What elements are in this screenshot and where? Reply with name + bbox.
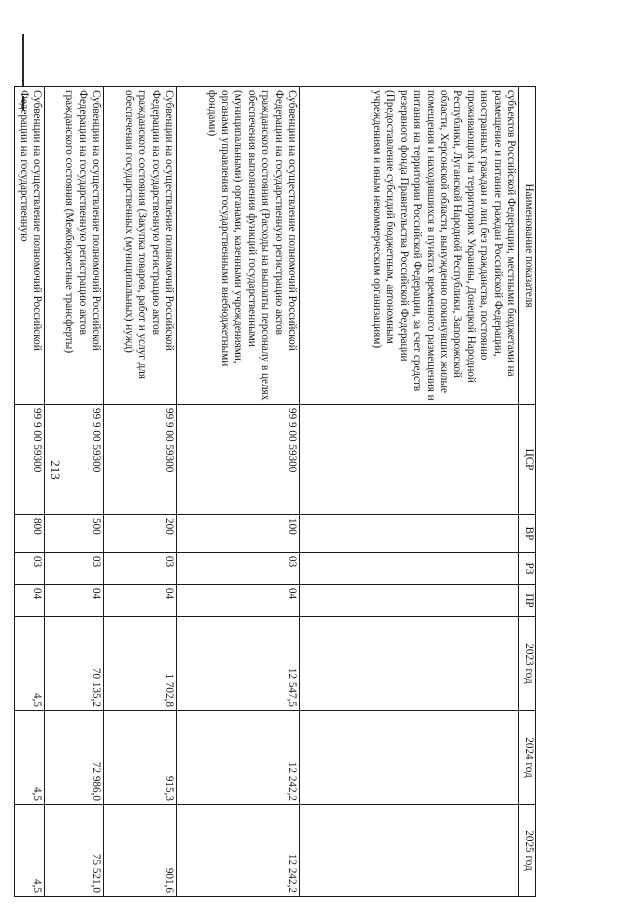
row-name: Субвенции на осуществление полномочий Российской Федерации на государственную bbox=[15, 87, 45, 405]
header-2024: 2024 год bbox=[519, 711, 536, 805]
row-2024: 12 242,2 bbox=[177, 711, 300, 805]
header-2023: 2023 год bbox=[519, 617, 536, 711]
row-vr: 200 bbox=[104, 515, 177, 553]
row-2023: 12 547,5 bbox=[177, 617, 300, 711]
row-2024: 915,3 bbox=[104, 711, 177, 805]
row-pr: 04 bbox=[15, 585, 45, 617]
row-2023: 4,5 bbox=[15, 617, 45, 711]
header-pr: ПР bbox=[519, 585, 536, 617]
row-vr: 100 bbox=[177, 515, 300, 553]
row-name: субъектов Российской Федерации, местными бюджетами на размещение и питание граждан Российской Федерации, иностранных граждан и лиц без гражданства, постоянно проживающих на территориях Украины, Донецкой Народной Республики, Луганской Народной Республики, Запорожской области, Херсонской области, вынужденно покинувших жилые помещения и находившихся в пунктах временного размещения и питания на территории Российской Федерации, за счет средств резервного фонда Правительства Российской Федерации (Предоставление субсидий бюджетным, автономным учреждениям и иным некоммерческим организациям) bbox=[300, 87, 519, 405]
table-row bbox=[300, 87, 519, 897]
row-name: Субвенции на осуществление полномочий Российской Федерации на государственную регистрацию актов гражданского состояния (Расходы на выплаты персоналу в целях обеспечения выполнения функций государственными (муниципальными) органами, казенными учреждениями, органами управления государственными внебюджетными фондами) bbox=[177, 87, 300, 405]
row-2023: 1 702,8 bbox=[104, 617, 177, 711]
row-2025: 4,5 bbox=[15, 805, 45, 897]
row-pr bbox=[300, 585, 519, 617]
row-2024: 4,5 bbox=[15, 711, 45, 805]
row-rz: 03 bbox=[15, 553, 45, 585]
header-csr: ЦСР bbox=[519, 405, 536, 515]
table-row bbox=[45, 87, 104, 897]
row-rz bbox=[300, 553, 519, 585]
page-number: 213 bbox=[48, 460, 63, 480]
row-vr bbox=[300, 515, 519, 553]
row-2025: 12 242,2 bbox=[177, 805, 300, 897]
row-2025: 901,6 bbox=[104, 805, 177, 897]
row-2024 bbox=[300, 711, 519, 805]
row-2025: 75 521,0 bbox=[45, 805, 104, 897]
row-pr: 04 bbox=[177, 585, 300, 617]
row-csr bbox=[300, 405, 519, 515]
row-pr: 04 bbox=[104, 585, 177, 617]
row-csr: 99 9 00 59300 bbox=[45, 405, 104, 515]
table-row bbox=[15, 87, 45, 897]
row-vr: 800 bbox=[15, 515, 45, 553]
row-2025 bbox=[300, 805, 519, 897]
header-vr: ВР bbox=[519, 515, 536, 553]
row-2023: 70 135,2 bbox=[45, 617, 104, 711]
row-pr: 04 bbox=[45, 585, 104, 617]
table-row bbox=[104, 87, 177, 897]
row-2023 bbox=[300, 617, 519, 711]
row-rz: 03 bbox=[104, 553, 177, 585]
row-name: Субвенции на осуществление полномочий Российской Федерации на государственную регистрацию актов гражданского состояния (Межбюджетные трансферты) bbox=[45, 87, 104, 405]
table-row bbox=[177, 87, 300, 897]
budget-table bbox=[14, 86, 536, 897]
row-vr: 500 bbox=[45, 515, 104, 553]
row-rz: 03 bbox=[177, 553, 300, 585]
row-2024: 72 986,0 bbox=[45, 711, 104, 805]
row-rz: 03 bbox=[45, 553, 104, 585]
row-csr: 99 9 00 59300 bbox=[15, 405, 45, 515]
header-2025: 2025 год bbox=[519, 805, 536, 897]
row-csr: 99 9 00 59300 bbox=[177, 405, 300, 515]
row-csr: 99 9 00 59300 bbox=[104, 405, 177, 515]
header-rz: РЗ bbox=[519, 553, 536, 585]
header-name: Наименование показателя bbox=[519, 87, 536, 405]
scan-binding-mark bbox=[22, 34, 24, 86]
table-header-row bbox=[519, 87, 536, 897]
row-name: Субвенции на осуществление полномочий Российской Федерации на государственную регистрацию актов гражданского состояния (Закупка товаров, работ и услуг для обеспечения государственных (муниципальных) нужд) bbox=[104, 87, 177, 405]
